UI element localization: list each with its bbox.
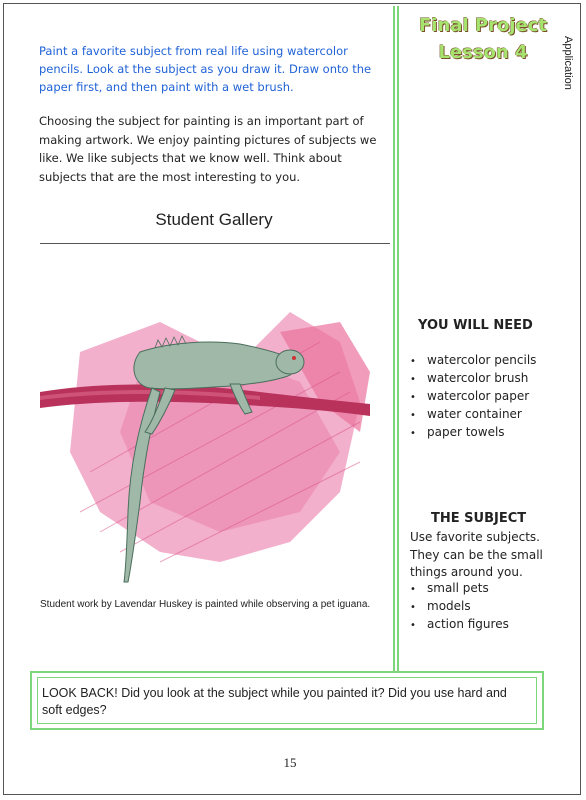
list-item: • water container: [410, 406, 536, 424]
list-item: • small pets: [410, 580, 509, 598]
subject-heading: THE SUBJECT: [431, 511, 527, 526]
side-label-text: Application: [562, 36, 574, 90]
iguana-painting-image: [40, 312, 372, 590]
gallery-caption: Student work by Lavendar Huskey is painted while observing a pet iguana.: [40, 599, 371, 610]
column-divider-2: [397, 6, 399, 678]
subject-list: [410, 580, 509, 634]
column-divider: [393, 6, 395, 678]
list-item: • watercolor brush: [410, 370, 536, 388]
list-item: • watercolor paper: [410, 388, 536, 406]
lesson-title-line2: Lesson 4: [438, 42, 528, 63]
lesson-title: [413, 12, 553, 66]
gallery-title: Student Gallery: [155, 210, 273, 229]
you-will-need-heading: YOU WILL NEED: [418, 318, 533, 333]
list-item: • models: [410, 598, 509, 616]
body-text: Choosing the subject for painting is an important part of making artwork. We enjoy painting pictures of subjects we like. We like subjects that we know well. Think about subjects that are the most interesting to you.: [39, 114, 377, 184]
intro-text: Paint a favorite subject from real life using watercolor pencils. Look at the subject as you draw it. Draw onto the paper first, and then paint with a wet brush.: [39, 44, 372, 94]
list-item: • watercolor pencils: [410, 352, 536, 370]
list-item: • action figures: [410, 616, 509, 634]
list-item: • paper towels: [410, 424, 536, 442]
gallery-rule: [40, 243, 390, 244]
lesson-title-line1: Final Project: [419, 15, 547, 36]
page-number: 15: [283, 755, 297, 770]
look-back-text: LOOK BACK! Did you look at the subject while you painted it? Did you use hard and soft edges?: [42, 686, 507, 717]
subject-text: Use favorite subjects. They can be the small things around you.: [410, 530, 543, 579]
side-label: [558, 38, 572, 118]
you-will-need-list: [410, 352, 536, 442]
